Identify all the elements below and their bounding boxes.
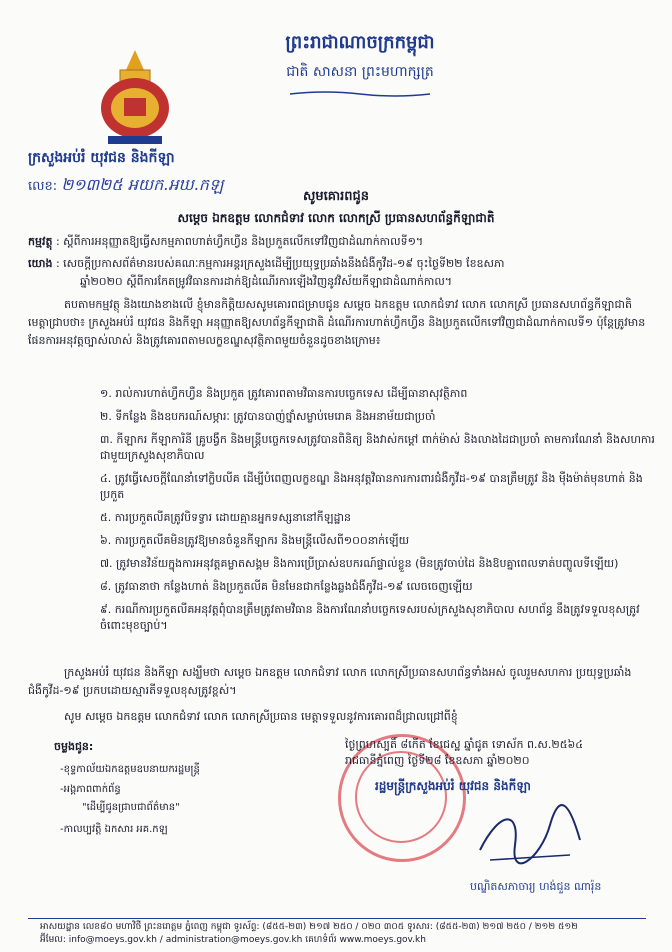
header-ornament xyxy=(290,90,430,98)
reference-line xyxy=(28,256,646,272)
cc-title: ចម្លងជូន: xyxy=(54,740,94,753)
addressee-title: សម្តេច ឯកឧត្តម លោកជំទាវ លោក លោកស្រី ប្រធានសហព័ន្ធកីឡាជាតិ xyxy=(177,211,495,225)
list-item: ៥. ការប្រកួតលីគត្រូវបិទទ្វារ ដោយគ្មានអ្នកទស្សនានៅកីឡដ្ឋាន xyxy=(100,511,352,524)
footer-contacts: អ៊ីមែល: info@moeys.gov.kh / administration@moeys.gov.kh គេហទំព័រ www.moeys.gov.kh xyxy=(40,935,426,945)
list-item: ៩. ករណីការប្រកួតលីគអនុវត្តពុំបានត្រឹមត្រូវតាមវិធាន និងការណែនាំបច្ចេកទេសរបស់ក្រសួងសុខាភិបាល សហព័ន្ធ នឹងត្រូវទទួលខុសត្រូវចំពោះមុខច្បាប់។ xyxy=(100,603,640,632)
reference-value: ២១៣២៥ អយក.អឃ.កឡ xyxy=(61,175,224,194)
list-item: ១. រាល់ការហាត់ហ្វឹកហ្វឺន និងប្រកួត ត្រូវគោរពតាមវិធានការបច្ចេកទេស ដើម្បីធានាសុវត្ថិភាព xyxy=(100,387,468,400)
reference-label-yong: យោង xyxy=(28,257,53,270)
footer-address: អាសយដ្ឋាន លេខ៨០ មហាវិថី ព្រះនរោត្តម ភ្នំពេញ កម្ពុជា ទូរស័ព្ទ: (៨៥៥-២៣) ២១៧ ២៥០ / ០២០ ៣០៥ ទូរសារ: (៨៥៥-២៣) ២១៧ ២៥០ / ២១២ ៥១២ xyxy=(40,922,578,932)
cc-item: "ដើម្បីជូនជ្រាបជាព័ត៌មាន" xyxy=(82,802,180,813)
conditions-list xyxy=(100,386,660,641)
cc-item: -ខុទ្ទកាល័យឯកឧត្តមឧបនាយករដ្ឋមន្ត្រី xyxy=(60,764,200,775)
list-item: ៧. ត្រូវមានវិន័យក្នុងការអនុវត្តគម្លាតសង្គម និងការប្រើប្រាស់ឧបករណ៍ផ្ទាល់ខ្លួន (មិនត្រូវចាប់ដៃ និងឱបគ្នាពេលទាត់បញ្ចូលទីឡើយ) xyxy=(100,557,619,570)
list-item: ៤. ត្រូវធ្វើសេចក្តីណែនាំទៅក្លិបលីគ ដើម្បីបំពេញលក្ខខណ្ឌ និងអនុវត្តវិធានការការពារជំងឺកូវីដ-១៩ បានត្រឹមត្រូវ និង ម៉ឺងម៉ាត់មុនហាត់ និងប្រកួត xyxy=(100,472,643,501)
list-item: ២. ទីកន្លែង និងឧបករណ៍សម្ភារៈ ត្រូវបានបាញ់ថ្នាំសម្លាប់មេរោគ និងអនាម័យជាប្រចាំ xyxy=(100,410,436,423)
lunar-date: ថ្ងៃព្រហស្បតិ៍ ៨កើត ខែជេស្ឋ ឆ្នាំជូត ទោស័ក ព.ស.២៥៦៤ xyxy=(345,738,584,751)
intro-paragraph: តបតាមកម្មវត្ថុ និងយោងខាងលើ ខ្ញុំមានកិត្តិយសសូមគោរពជម្រាបជូន សម្តេច ឯកឧត្តម លោកជំទាវ លោក លោកស្រី ប្រធានសហព័ន្ធកីឡាជាតិ មេត្តាជ្រាបថា៖ ក្រសួងអប់រំ យុវជន និងកីឡា អនុញ្ញាតឱ្យសហព័ន្ធកីឡាជាតិ ដំណើរការហាត់ហ្វឹកហ្វឺន និងប្រកួតលើកទៅវិញជាដំណាក់កាលទី១ ប៉ុន្តែត្រូវមានផែនការអនុវត្តច្បាស់លាស់ និងត្រូវគោរពតាមលក្ខខណ្ឌសុវត្ថិភាពមួយចំនួនដូចខាងក្រោម៖ xyxy=(28,298,646,347)
solar-date: រាជធានីភ្នំពេញ ថ្ងៃទី២៨ ខែឧសភា ឆ្នាំ២០២០ xyxy=(345,754,530,767)
signatory-name: បណ្ឌិតសភាចារ្យ ហង់ជួន ណារ៉ុន xyxy=(470,880,602,893)
closing-paragraph-1: ក្រសួងអប់រំ យុវជន និងកីឡា សង្ឃឹមថា សម្តេច ឯកឧត្តម លោកជំទាវ លោក លោកស្រីប្រធានសហព័ន្ធទាំងអស់ ចូលរួមសហការ ប្រយុទ្ធប្រឆាំងជំងឺកូវីដ-១៩ ប្រកបដោយស្មារតីទទួលខុសត្រូវខ្ពស់។ xyxy=(28,666,632,697)
salutation-title: សូមគោរពជូន xyxy=(302,189,369,204)
reference-label: លេខ: xyxy=(28,179,58,194)
cc-item: -អង្គភាពពាក់ព័ន្ធ xyxy=(60,784,121,795)
subject-label: កម្មវត្ថុ xyxy=(28,235,53,248)
national-motto: ជាតិ សាសនា ព្រះមហាក្សត្រ xyxy=(286,64,434,80)
handwritten-signature-icon xyxy=(470,800,590,870)
reference-text-2: ឆ្នាំ២០២០ ស្តីពីការកែតម្រូវវិធានការដាក់ឱ្យដំណើរការឡើងវិញនូវវិស័យកីឡាជាដំណាក់កាល។ xyxy=(80,275,453,288)
date-block xyxy=(345,738,645,770)
footer-divider xyxy=(28,918,646,919)
ministry-name: ក្រសួងអប់រំ យុវជន និងកីឡា xyxy=(28,150,175,166)
list-item: ៨. ត្រូវធានាថា កន្លែងហាត់ និងប្រកួតលីគ មិនមែនជាកន្លែងឆ្លងជំងឺកូវីដ-១៩ លេចចេញឡើយ xyxy=(100,580,473,593)
ministry-emblem-icon xyxy=(96,48,174,148)
list-item: ៦. ការប្រកួតលីគមិនត្រូវឱ្យមានចំនួនកីឡាករ និងមន្ត្រីលើសពី១០០នាក់ឡើយ xyxy=(100,534,410,547)
subject-text: : ស្តីពីការអនុញ្ញាតឱ្យធ្វើសកម្មភាពហាត់ហ្វឹកហ្វឺន និងប្រកួតលើកទៅវិញជាដំណាក់កាលទី១។ xyxy=(55,235,424,248)
cc-item: -កាលប្បវត្តិ ឯកសារ អគ.កឡ xyxy=(60,824,168,835)
closing-paragraph-2: សូម សម្តេច ឯកឧត្តម លោកជំទាវ លោក លោកស្រីប្រធាន មេត្តាទទួលនូវការគោរពដ៏ជ្រាលជ្រៅពីខ្ញុំ xyxy=(64,710,458,723)
kingdom-header: ព្រះរាជាណាចក្រកម្ពុជា xyxy=(285,32,435,53)
subject-line xyxy=(28,234,646,250)
signatory-title: រដ្ឋមន្ត្រីក្រសួងអប់រំ យុវជន និងកីឡា xyxy=(375,779,531,793)
list-item: ៣. កីឡាករ កីឡាការិនី គ្រូបង្វឹក និងមន្ត្រីបច្ចេកទេសត្រូវបានពិនិត្យ និងវាស់កម្តៅ ពាក់ម៉ាស់ និងលាងដៃជាប្រចាំ តាមការណែនាំ និងសហការជាមួយក្រសួងសុខាភិបាល xyxy=(100,433,655,462)
reference-text-1: : សេចក្តីប្រកាសព័ត៌មានរបស់គណៈកម្មការអន្តរក្រសួងដើម្បីប្រយុទ្ធប្រឆាំងនឹងជំងឺកូវីដ-១៩ ចុះថ្ងៃទី២២ ខែឧសភា xyxy=(55,257,505,270)
